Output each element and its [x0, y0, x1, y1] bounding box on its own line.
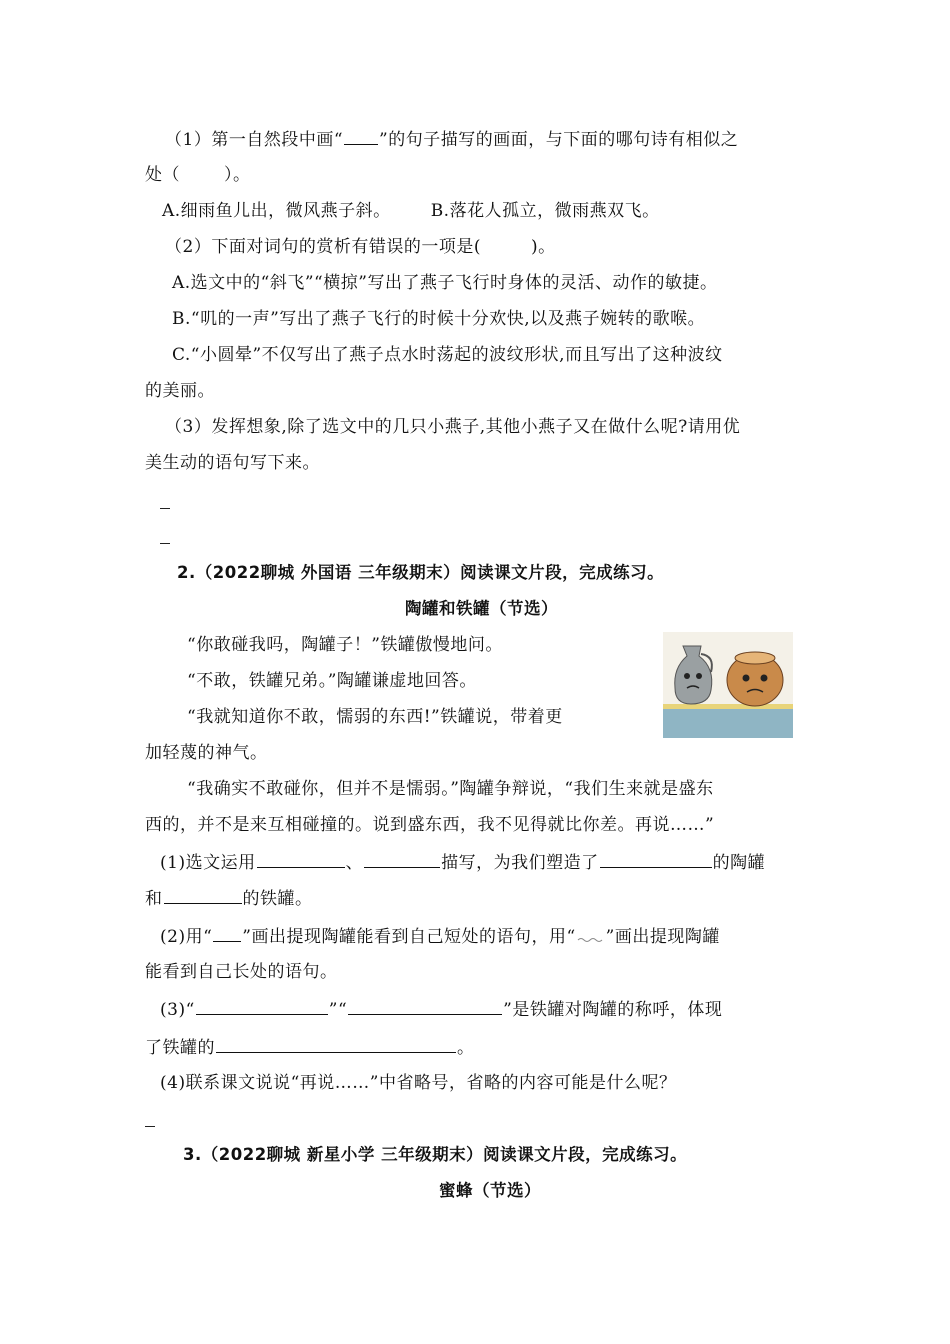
answer-blank[interactable] — [348, 997, 502, 1015]
option-b[interactable]: B.落花人孤立，微雨燕双飞。 — [430, 201, 660, 221]
option-a[interactable]: A.细雨鱼儿出，微风燕子斜。 — [162, 201, 391, 221]
q2-item3-line1: (3)“ ”“ ”是铁罐对陶罐的称呼，体现 — [160, 997, 722, 1022]
q2-para3-cont: 加轻蔑的神气。 — [145, 743, 268, 763]
q1-item1-line1: （1）第一自然段中画“ ”的句子描写的画面，与下面的哪句诗有相似之 — [165, 127, 738, 152]
answer-line[interactable] — [145, 1126, 155, 1127]
q1-item2-choice-a: A.选文中的“斜飞”“横掠”写出了燕子飞行时身体的灵活、动作的敏捷。 — [172, 273, 718, 293]
q1-item3: （3）发挥想象,除了选文中的几只小燕子,其他小燕子又在做什么呢?请用优 — [165, 417, 741, 437]
q2-para2: “不敢，铁罐兄弟。”陶罐谦虚地回答。 — [187, 671, 477, 691]
q1-item2-choice-c: C.“小圆晕”不仅写出了燕子点水时荡起的波纹形状,而且写出了这种波纹 — [172, 345, 723, 365]
q1-item2: （2）下面对词句的赏析有错误的一项是( )。 — [165, 237, 556, 257]
q1-item2-choice-b: B.“叽的一声”写出了燕子飞行的时候十分欢快,以及燕子婉转的歌喉。 — [172, 309, 706, 329]
answer-blank[interactable] — [216, 1035, 456, 1053]
answer-line[interactable] — [160, 543, 170, 544]
q1-item2-choice-c-cont: 的美丽。 — [145, 381, 215, 401]
answer-blank[interactable] — [257, 850, 345, 868]
q2-item2-line1: (2)用“ ”画出提现陶罐能看到自己短处的语句，用“ ”画出提现陶罐 — [160, 924, 720, 949]
q2-para1: “你敢碰我吗，陶罐子！”铁罐傲慢地问。 — [187, 635, 503, 655]
q2-para3: “我就知道你不敢，懦弱的东西!”铁罐说，带着更 — [187, 707, 563, 727]
q1-item3-cont: 美生动的语句写下来。 — [145, 453, 320, 473]
q2-heading: 2.（2022聊城 外国语 三年级期末）阅读课文片段，完成练习。 — [177, 563, 665, 582]
q2-para4: “我确实不敢碰你，但并不是懦弱。”陶罐争辩说，“我们生来就是盛东 — [187, 779, 714, 799]
q3-heading: 3.（2022聊城 新星小学 三年级期末）阅读课文片段，完成练习。 — [183, 1145, 688, 1164]
q3-title: 蜜蜂（节选） — [439, 1181, 541, 1200]
straight-underline-sample — [213, 924, 241, 942]
answer-blank[interactable] — [164, 886, 242, 904]
q2-item1-line2: 和 的铁罐。 — [145, 886, 313, 911]
q2-item1-line1: (1)选文运用 、 描写，为我们塑造了 的陶罐 — [160, 850, 765, 875]
q2-item2-line2: 能看到自己长处的语句。 — [145, 962, 338, 982]
answer-line[interactable] — [160, 508, 170, 509]
q2-item4: (4)联系课文说说“再说……”中省略号，省略的内容可能是什么呢？ — [160, 1073, 677, 1093]
answer-blank[interactable] — [344, 127, 378, 145]
answer-blank[interactable] — [364, 850, 440, 868]
q2-item3-line2: 了铁罐的 。 — [145, 1035, 475, 1060]
answer-blank[interactable] — [196, 997, 328, 1015]
q2-para4-cont: 西的，并不是来互相碰撞的。说到盛东西，我不见得就比你差。再说……” — [145, 815, 715, 835]
wavy-underline-sample — [576, 930, 606, 944]
q2-title: 陶罐和铁罐（节选） — [405, 599, 558, 618]
answer-blank[interactable] — [600, 850, 712, 868]
q1-options — [162, 199, 660, 223]
q1-item1-line2: 处（ ）。 — [145, 165, 251, 185]
pots-illustration — [663, 632, 793, 738]
